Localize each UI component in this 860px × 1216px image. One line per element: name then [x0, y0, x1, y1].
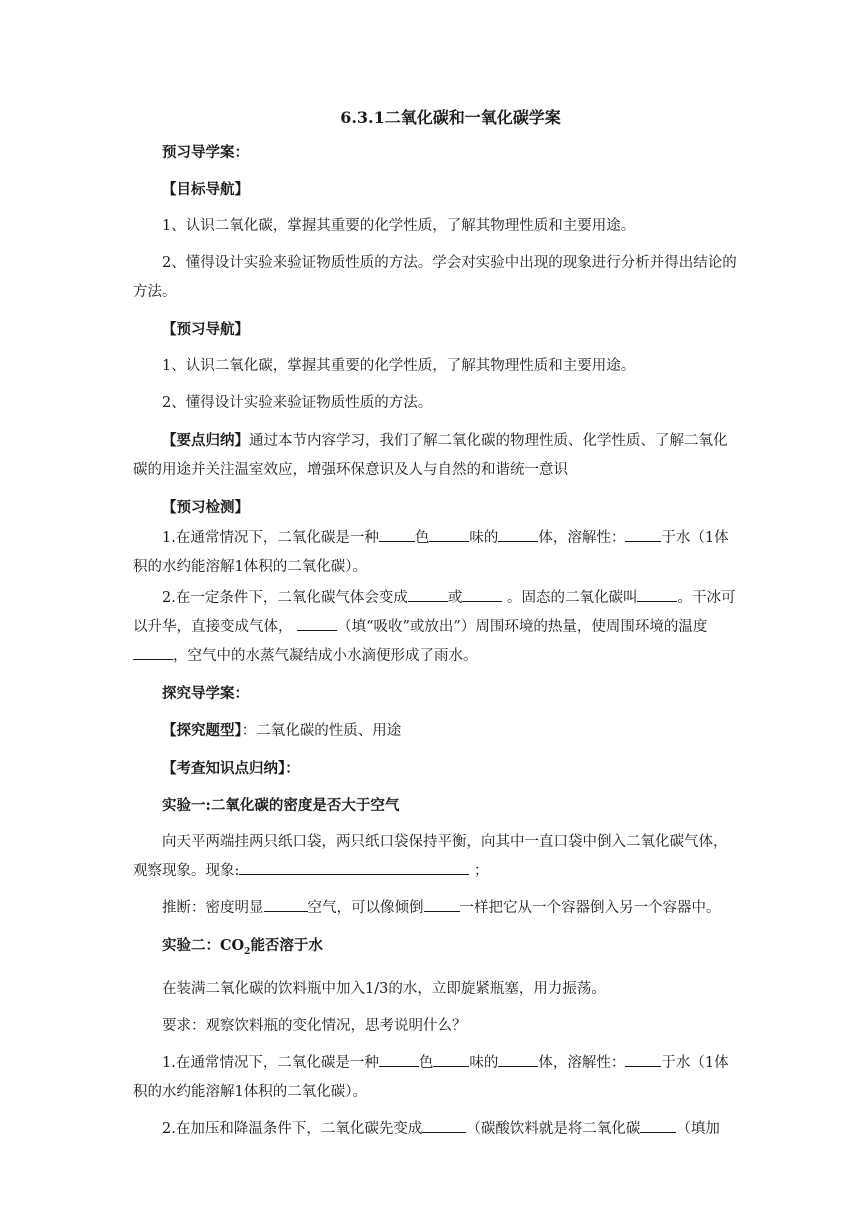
preview-heading: 预习导学案： [162, 144, 249, 161]
fill-blank[interactable] [379, 526, 415, 542]
question-2: 2.在加压和降温条件下，二氧化碳先变成 （碳酸饮料就是将二氧化碳 （填加 [133, 1115, 738, 1144]
fill-blank[interactable] [408, 586, 448, 602]
experiment-2-description: 在装满二氧化碳的饮料瓶中加入1/3的水，立即旋紧瓶塞，用力振荡。 [162, 980, 606, 997]
experiment-2-requirement: 要求：观察饮料瓶的变化情况，思考说明什么？ [162, 1017, 467, 1034]
fill-blank[interactable] [422, 1117, 466, 1133]
fill-blank[interactable] [640, 1117, 676, 1133]
check-question-2: 2.在一定条件下，二氧化碳气体会变成 或 。固态的二氧化碳叫 。干冰可以升华，直接变成气体， （填“吸收”或放出”）周围环境的热量，使周围环境的温度，空气中的水蒸气凝结成小水滴便形成了雨水。 [133, 584, 738, 671]
experiment-2-title: 实验二：$CO_2$能否溶于水 [162, 937, 323, 957]
type-text: ：二氧化碳的性质、用途 [241, 723, 402, 739]
fill-blank[interactable] [625, 526, 661, 542]
question-1: 1.在通常情况下，二氧化碳是一种 色 味的 体，溶解性： 于水（1体积的水约能溶解1体积的二氧化碳）。 [133, 1049, 738, 1107]
nav-item-2: 2、懂得设计实验来验证物质性质的方法。 [162, 395, 433, 411]
fill-blank[interactable] [264, 896, 308, 912]
experiment-1-title: 实验一:二氧化碳的密度是否大于空气 [162, 797, 400, 814]
fill-blank[interactable] [133, 644, 173, 660]
fill-blank[interactable] [239, 859, 469, 875]
summary-text: 通过本节内容学习，我们了解二氧化碳的物理性质、化学性质、了解二氧化碳的用途并关注温室效应，增强环保意识及人与自然的和谐统一意识 [133, 433, 728, 478]
type-paragraph [133, 716, 738, 746]
fill-blank[interactable] [625, 1051, 661, 1067]
goal-heading: 【目标导航】 [162, 181, 249, 198]
fill-blank[interactable] [498, 1051, 538, 1067]
explore-heading: 探究导学案： [162, 685, 249, 702]
check-question-1: 1.在通常情况下，二氧化碳是一种 色 味的 体，溶解性： 于水（1体积的水约能溶解1体积的二氧化碳）。 [133, 524, 738, 582]
check-heading: 【预习检测】 [162, 499, 249, 516]
page-title: 6.3.1二氧化碳和一氧化碳学案 [340, 108, 561, 127]
fill-blank[interactable] [429, 526, 469, 542]
fill-blank[interactable] [637, 586, 677, 602]
goal-item-1: 1、认识二氧化碳，掌握其重要的化学性质，了解其物理性质和主要用途。 [162, 218, 636, 234]
fill-blank[interactable] [498, 526, 538, 542]
fill-blank[interactable] [424, 896, 460, 912]
goal-item-2: 2、懂得设计实验来验证物质性质的方法。学会对实验中出现的现象进行分析并得出结论的方法。 [133, 255, 737, 300]
nav-heading: 【预习导航】 [162, 321, 249, 338]
type-heading: 【探究题型】 [162, 722, 242, 739]
fill-blank[interactable] [462, 586, 502, 602]
fill-blank[interactable] [379, 1051, 419, 1067]
document-body [133, 104, 738, 1152]
experiment-1-description: 向天平两端挂两只纸口袋，两只纸口袋保持平衡，向其中一直口袋中倒入二氧化碳气体，观察现象。现象: ； [133, 834, 728, 879]
knowledge-heading: 【考查知识点归纳】： [162, 760, 300, 777]
summary-heading: 【要点归纳】 [162, 432, 249, 449]
fill-blank[interactable] [433, 1051, 469, 1067]
fill-blank[interactable] [297, 615, 337, 631]
experiment-1-inference: 推断：密度明显 空气，可以像倾倒 一样把它从一个容器倒入另一个容器中。 [133, 894, 738, 923]
nav-item-1: 1、认识二氧化碳，掌握其重要的化学性质，了解其物理性质和主要用途。 [162, 358, 636, 374]
summary-paragraph [133, 426, 738, 485]
